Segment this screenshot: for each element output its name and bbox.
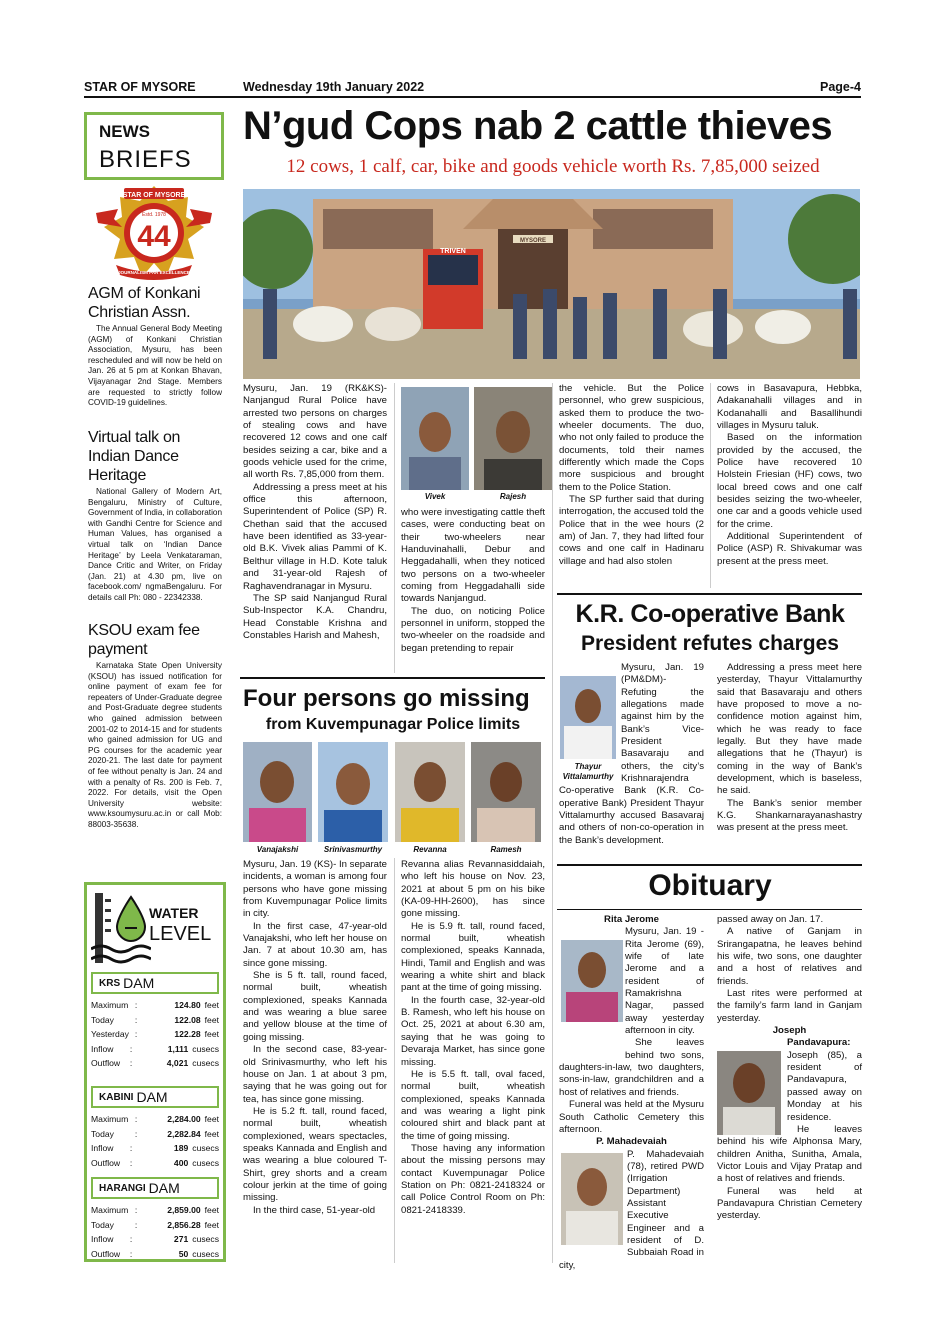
photo-joseph	[717, 1051, 781, 1135]
missing-rule	[240, 677, 545, 679]
bank-subhead: President refutes charges	[581, 632, 839, 655]
paragraph: Joseph (85), a resident of Pandavapura, passed away on Monday at his residence.	[787, 1049, 862, 1123]
paragraph: Mysuru, Jan. 19 - Rita Jerome (69), wife of late Jerome and a resident of Ramakrishna Nagar, passed away yesterday afternoon in city.	[625, 926, 704, 1037]
wl-row: Yesterday : 122.28 feet	[91, 1029, 219, 1039]
paragraph: Mysuru, Jan. 19 (RK&KS)- Nanjangud Rural Police have arrested two persons on charges of stealing cows and have recovered 12 cows and one calf besides seizing a car, bike and a goods vehicle used for the crime, all worth Rs. 7,85,000 from them.	[243, 383, 387, 481]
obit-col-1	[559, 914, 704, 1272]
photo-srinivasmurthy	[318, 742, 388, 842]
dam-label: KABINI DAM	[91, 1086, 219, 1108]
masthead-paper: STAR OF MYSORE	[84, 80, 196, 94]
obit-col-2	[717, 914, 862, 1223]
bank-headline: K.R. Co-operative Bank	[575, 600, 845, 628]
wl-row: Outflow : 400 cusecs	[91, 1157, 220, 1168]
obit-text-mahadevaiah-cont	[717, 914, 862, 1025]
wl-row: Outflow : 4,021 cusecs	[91, 1058, 220, 1068]
masthead-page: Page-4	[820, 80, 861, 94]
brief-body: Karnataka State Open University (KSOU) has issued notification for online payment of exam fee for repeaters of Under-Graduate degree and Post-Graduate degree students who gained admission between 2001-02 to 2014-15 and for students who gained admission for UG and PG courses for the academic year 2020-21. The last date for payment of fee without penalty is Jan. 24 and with a penalty of Rs. 200 is Feb. 7, 2022. For details, visit the Open University website: www.ksoumysuru.ac.in or call Mob: 88003-35638.	[88, 661, 222, 829]
paragraph: Those having any information about the missing persons may contact Kuvempunagar Police Station on Ph: 0821-2418324 or call Police Control Room on Ph: 0821-2418339.	[401, 1142, 545, 1216]
wl-row: Inflow : 271 cusecs	[91, 1234, 220, 1244]
paragraph: The SP further said that during interrogation, the accused told the Police that in the wee hours (2 am) of Jan. 7, they had lifted four cows and one calf in Hadinaru village and had also stolen	[559, 494, 704, 567]
lead-col-4	[717, 383, 862, 568]
missing-col-2	[401, 859, 545, 1217]
photo-mahadevaiah	[561, 1153, 623, 1245]
brief-3	[88, 621, 222, 831]
paragraph: passed away on Jan. 17.	[717, 914, 824, 925]
column-rule	[394, 858, 395, 1263]
obituary-rule-2	[557, 909, 862, 910]
wl-row: Outflow : 50 cusecs	[91, 1248, 220, 1259]
wl-row: Today : 122.08 feet	[91, 1014, 219, 1025]
paragraph: Funeral was held at the Mysuru South Catholic Cemetery this afternoon.	[559, 1099, 704, 1135]
paragraph: The SP said Nanjangud Rural Sub-Inspector K.A. Chandru, Head Constable Krishna and Constables Harish and Mahesh,	[243, 592, 387, 641]
caption-srinivasmurthy: Srinivasmurthy	[323, 845, 383, 854]
masthead-rule	[84, 96, 861, 98]
obit-name-mahadevaiah: P. Mahadevaiah	[596, 1136, 667, 1148]
paragraph: In the fourth case, 32-year-old B. Ramesh, who left his house on Oct. 25, 2021 at about 6.30 am, saying that he was going to Devaraja Market, has since gone missing.	[401, 994, 545, 1068]
wl-row: Maximum : 124.80 feet	[91, 1000, 219, 1010]
building-sign: MYSORE	[519, 238, 547, 244]
lead-subhead: 12 cows, 1 calf, car, bike and goods vehicle worth Rs. 7,85,000 seized	[286, 156, 820, 177]
column-rule	[394, 383, 395, 673]
water-level-box	[84, 882, 226, 1262]
paragraph: P. Mahadevaiah (78), retired PWD (Irrigation Department) Assistant Executive Engineer and a resident of D. Subbaiah Road in city,	[559, 1148, 704, 1271]
paragraph: He leaves behind his wife Alphonsa Mary, children Anitha, Sunitha, Amala, Victor Louis and Vijay Pratap and a host of relatives and friends.	[717, 1123, 862, 1185]
obit-name-joseph: Joseph	[772, 1025, 807, 1037]
photo-joseph-wrap	[717, 1037, 787, 1129]
bank-col-2	[717, 662, 862, 835]
truck-sign: TRIVEN	[440, 248, 466, 255]
paragraph: Addressing a press meet here yesterday, Thayur Vittalamurthy said that Basavaraju and others have proposed to move a no-confidence motion against him, which he was ready to face legally. But they have made allegations that he (Thayur) is coming in the way of Bank’s development, which is baseless, he said.	[717, 662, 862, 797]
paragraph: He is 5.2 ft. tall, round faced, normal built, wheatish complexioned, wears spectacles, speaks Kannada and English and was wearing a blue coloured T-Shirt, grey shorts and a cream colour jerkin at the time of going missing.	[243, 1105, 387, 1204]
caption-revanna: Revanna	[413, 845, 447, 854]
paragraph: She leaves behind two sons, daughters-in-law, two daughters, sons-in-law, grandchildren and a host of relatives and friends.	[559, 1037, 704, 1098]
caption-vivek: Vivek	[424, 492, 446, 501]
wl-row: Today : 2,856.28 feet	[91, 1219, 219, 1230]
paragraph: A native of Ganjam in Srirangapatna, he leaves behind his wife, two sons, one daughter and a host of relatives and friends.	[717, 926, 862, 987]
caption-ramesh: Ramesh	[490, 845, 522, 854]
column-rule	[552, 383, 553, 1263]
paragraph: In the first case, 47-year-old Vanajakshi, who left her house on Jan. 7 at about 10.30 am, has since gone missing.	[243, 920, 387, 969]
brief-2	[88, 428, 222, 604]
logo-ribbon-text: JOURNALISM PAR EXCELLENCE	[118, 270, 190, 275]
masthead-date: Wednesday 19th January 2022	[243, 80, 425, 94]
obituary-headline: Obituary	[648, 869, 772, 902]
photo-ramesh	[471, 742, 541, 842]
lead-col-1	[243, 383, 387, 642]
paragraph: Last rites were performed at the family’s farm land in Ganjam yesterday.	[717, 988, 862, 1024]
brief-1	[88, 284, 222, 409]
logo-est-text: Estd. 1978	[142, 212, 166, 218]
obit-name-rita: Rita Jerome	[604, 914, 659, 925]
paragraph: He is 5.9 ft. tall, round faced, normal built, wheatish complexioned, speaks Kannada, Hindi, Tamil and English and was wearing a white shirt and black pant at the time of going missing.	[401, 920, 545, 994]
brief-body: The Annual General Body Meeting (AGM) of Konkani Christian Association, Mysuru, has been rescheduled and will now be held on Jan. 26 at 5 pm at Konkan Bhavan, Vijayanagar 2nd Stage. Members are requested to strictly follow COVID-19 guidelines.	[88, 324, 222, 408]
missing-subhead: from Kuvempunagar Police limits	[265, 716, 521, 733]
paragraph: Mysuru, Jan. 19 (KS)- In separate incidents, a woman is among four persons who have gone missing from Kuvempunagar Police limits in city.	[243, 859, 387, 920]
lead-col-2	[401, 507, 545, 655]
photo-vivek	[401, 387, 469, 490]
bank-rule	[557, 593, 862, 595]
paragraph: Revanna alias Revannasiddaiah, who left his house on Nov. 23, 2021 at about 5 pm on his bike (KA-09-HH-2600), has since gone missing.	[401, 859, 545, 920]
logo-number: 44	[137, 220, 171, 253]
lead-photo	[243, 189, 860, 379]
paragraph: In the second case, 83-year-old Srinivasmurthy, who left his house on Jan. 1 at about 3 pm, saying that he was going out for tea, has since gone missing.	[243, 1044, 387, 1105]
paragraph: The duo, on noticing Police personnel in uniform, stopped the two-wheeler on the roadside and began pretending to repair	[401, 605, 545, 654]
paragraph: Mysuru, Jan. 19 (PM&DM)- Refuting the allegations made against him by the Bank’s Vice-President Basavaraju and others, the city’s Krishnarajendra Co-operative Bank (K.R. Co-operative Bank) President Thayur Vittalamurthy accused Basavaraj and others of non-co-operation in the Bank’s development.	[559, 662, 704, 846]
photo-rita	[561, 940, 623, 1022]
wl-row: Maximum : 2,284.00 feet	[91, 1114, 219, 1124]
missing-headline: Four persons go missing	[243, 685, 530, 712]
star-of-mysore-logo	[88, 183, 220, 283]
brief-title: AGM of Konkani Christian Assn.	[88, 285, 201, 321]
float-spacer	[559, 662, 621, 784]
dam-krs	[91, 972, 219, 1071]
dam-label: KRS DAM	[91, 972, 219, 994]
wl-row: Maximum : 2,859.00 feet	[91, 1205, 219, 1215]
briefs-label: BRIEFS	[99, 146, 192, 173]
brief-title: KSOU exam fee payment	[88, 622, 200, 658]
paragraph: cows in Basavapura, Hebbka, Adakanahalli villages and in Kodanahalli and Basallihundi villages in Mysuru taluk.	[717, 383, 862, 432]
wl-row: Today : 2,282.84 feet	[91, 1128, 219, 1139]
paragraph: the vehicle. But the Police personnel, who grew suspicious, asked them to produce the two-wheeler documents. The duo, who not only failed to produce the documents, told their names differently which made the Cops more suspicious and brought them to the Police Station.	[559, 383, 704, 493]
news-briefs-header	[84, 112, 224, 180]
dam-kabini	[91, 1086, 219, 1170]
paragraph: Based on the information provided by the accused, the Police have recovered 10 Holstein Friesian (HF) cows, two local breed cows and one calf besides seizing the two-wheeler, one car and a goods vehicle used for the crime.	[717, 432, 862, 530]
photo-rajesh	[474, 387, 552, 490]
photo-vanajakshi	[243, 742, 312, 842]
wl-row: Inflow : 1,111 cusecs	[91, 1043, 220, 1054]
wl-row: Inflow : 189 cusecs	[91, 1143, 220, 1153]
paragraph: She is 5 ft. tall, round faced, normal built, wheatish complexioned, speaks Kannada and was wearing a blue saree and yellow blouse at the time of going missing.	[243, 970, 387, 1043]
brief-title: Virtual talk on Indian Dance Heritage	[88, 429, 181, 484]
obituary-rule	[557, 864, 862, 866]
level-title: LEVEL	[149, 923, 212, 945]
caption-vanajakshi: Vanajakshi	[256, 845, 299, 854]
dam-rows	[91, 1112, 219, 1170]
column-rule	[710, 383, 711, 588]
water-drop-icon	[91, 889, 121, 959]
photo-revanna	[395, 742, 465, 842]
dam-label: HARANGI DAM	[91, 1177, 219, 1199]
paragraph: Addressing a press meet at his office this afternoon, Superintendent of Police (SP) R. Chethan said that the accused have been identified as 33-year-old B.K. Vivek alias Pammi of K. Belthur village in H.D. Kote taluk and 31-year-old Rajesh of Raghavendranagar in Mysuru.	[243, 481, 387, 592]
paragraph: Additional Superintendent of Police (ASP) R. Shivakumar was present at the press meet.	[717, 531, 862, 567]
lead-col-3	[559, 383, 704, 568]
caption-thayur: Thayur Vittalamurthy	[562, 762, 614, 781]
photo-mahadevaiah-wrap	[559, 1149, 627, 1251]
photo-rita-wrap	[559, 940, 625, 1055]
paragraph: In the third case, 51-year-old	[253, 1204, 376, 1216]
dam-harangi	[91, 1177, 219, 1261]
dam-rows	[91, 1203, 219, 1261]
lead-headline: N’gud Cops nab 2 cattle thieves	[243, 104, 833, 148]
dam-rows	[91, 998, 219, 1071]
news-label: NEWS	[99, 122, 150, 141]
bank-col-1	[559, 662, 704, 847]
caption-rajesh: Rajesh	[499, 492, 527, 501]
water-title: WATER	[149, 905, 199, 921]
logo-top-text: STAR OF MYSORE	[122, 192, 186, 199]
paragraph: The Bank’s senior member K.G. Shankarnarayanashastry was present at the press meet.	[717, 797, 862, 834]
brief-body: National Gallery of Modern Art, Bengaluru, Ministry of Culture, Government of India, in collaboration with Gandhi Centre for Science and Human Values, has organised a virtual talk on ‘Indian Dance Heritage’ by Leela Venkataraman, Dance Critic and Writer, on Friday (Jan. 21) at 4.30 pm, live on facebook.com/ ngmaBengaluru. For details call Ph: 080 - 22342338.	[88, 487, 222, 602]
paragraph: Funeral was held at Pandavapura Christian Cemetery yesterday.	[717, 1185, 862, 1222]
paragraph: who were investigating cattle theft cases, were conducting beat on their two-wheelers near Handuvinahalli, Debur and Heggadahalli, when they noticed two persons on a two-wheeler coming from Heggadahalli side towards Nanjangud.	[401, 507, 545, 605]
paragraph: He is 5.5 ft. tall, oval faced, normal built, wheatish complexioned, speaks Kannada and was wearing a light pink coloured shirt and black pant at the time of going missing.	[401, 1068, 545, 1142]
missing-col-1	[243, 859, 387, 1217]
obit-place-joseph: Pandavapura:	[787, 1037, 851, 1049]
